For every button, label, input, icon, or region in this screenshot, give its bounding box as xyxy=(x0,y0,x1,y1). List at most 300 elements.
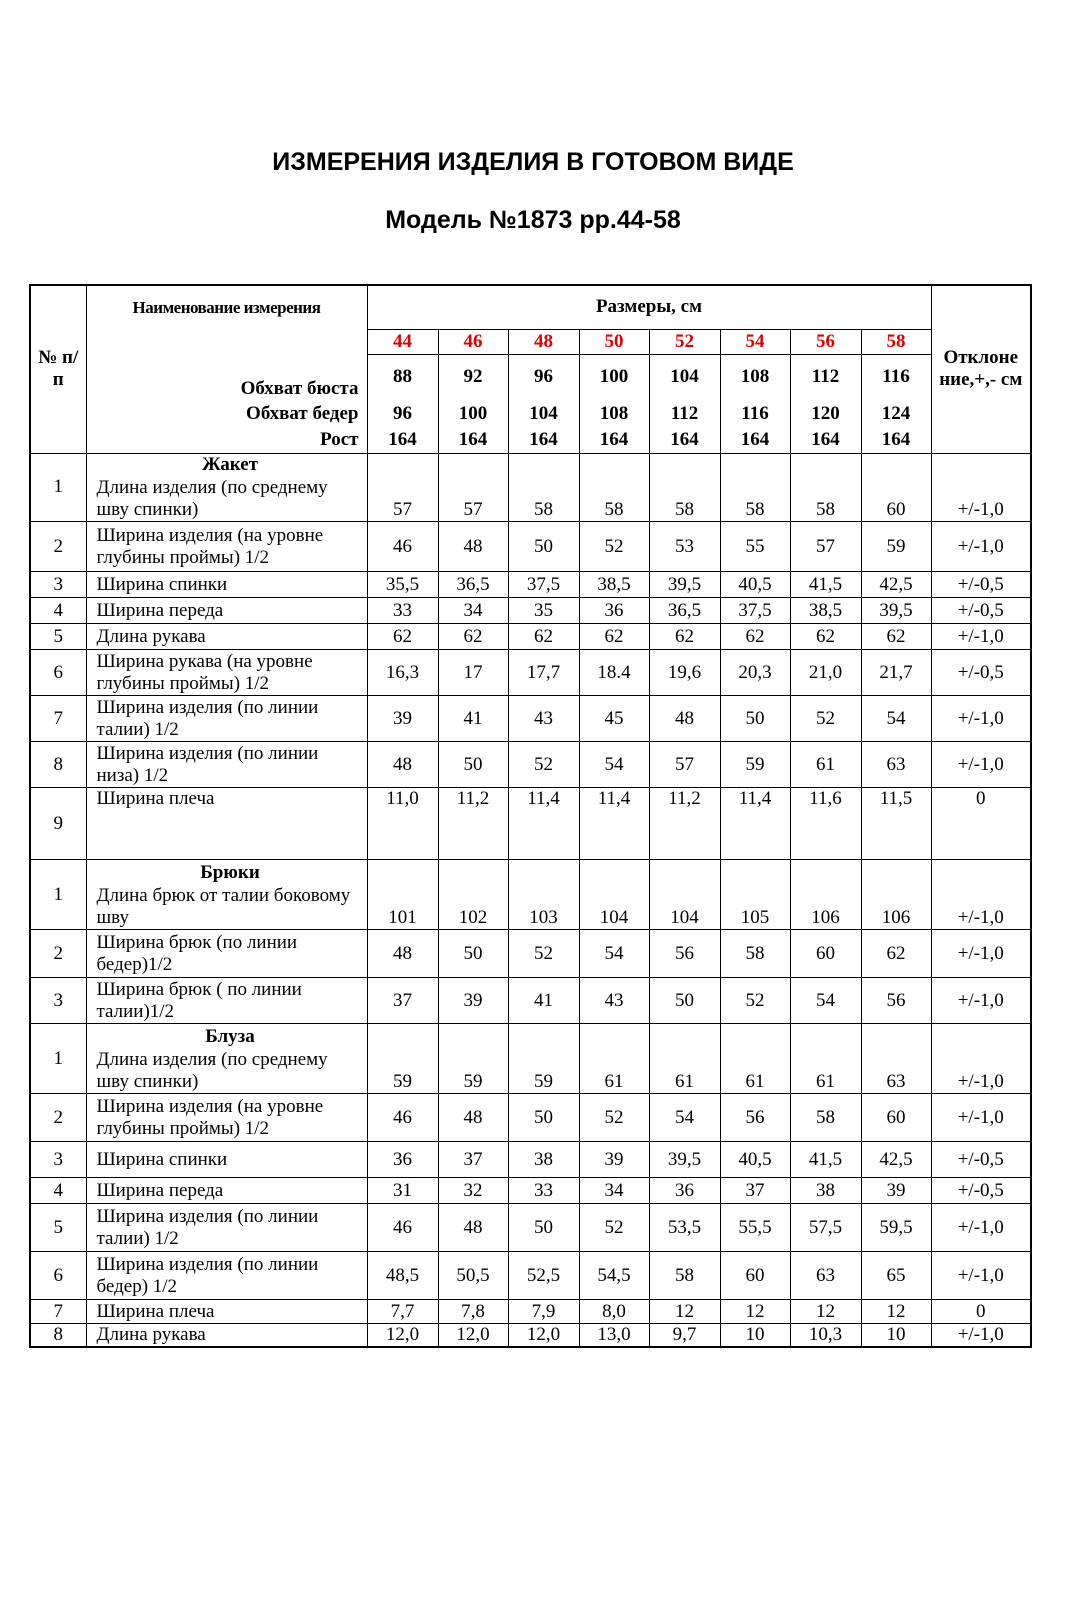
size-cell: 40,5 xyxy=(720,572,790,598)
height-value: 164 xyxy=(438,427,508,453)
deviation-cell: +/-1,0 xyxy=(931,860,1031,930)
size-cell: 61 xyxy=(790,1024,861,1094)
size-cell: 12,0 xyxy=(508,1324,579,1347)
measurement-label: Ширина спинки xyxy=(96,1148,228,1170)
measurement-label: Ширина изделия (на уровне глубины проймы) 1/2 xyxy=(96,524,324,568)
size-cell: 33 xyxy=(367,598,438,624)
bust-label: Обхват бюста xyxy=(86,354,367,400)
table-row xyxy=(30,453,1031,522)
document-subtitle: Модель №1873 рр.44-58 xyxy=(385,206,681,234)
size-cell: 48 xyxy=(438,1094,508,1142)
table-row xyxy=(30,572,1031,598)
size-cell: 11,0 xyxy=(367,788,438,860)
size-cell: 46 xyxy=(367,522,438,572)
measurement-label: Ширина изделия (на уровне глубины проймы) 1/2 xyxy=(96,1095,324,1139)
size-cell: 41 xyxy=(508,978,579,1024)
bust-row xyxy=(30,354,1031,400)
size-cell: 52 xyxy=(790,696,861,742)
measurement-name xyxy=(86,624,367,650)
size-cell: 57 xyxy=(790,522,861,572)
size-cell: 36 xyxy=(649,1178,720,1204)
measurements-table xyxy=(29,284,1032,1348)
size-cell: 7,9 xyxy=(508,1300,579,1324)
size-cell: 50 xyxy=(508,522,579,572)
deviation-cell: +/-1,0 xyxy=(931,1024,1031,1094)
size-cell: 60 xyxy=(790,930,861,978)
size-cell: 57,5 xyxy=(790,1204,861,1252)
table-row xyxy=(30,598,1031,624)
size-cell: 54,5 xyxy=(579,1252,649,1300)
size-cell: 42,5 xyxy=(861,572,931,598)
size-cell: 52 xyxy=(579,1204,649,1252)
size-cell: 58 xyxy=(720,453,790,522)
size-value: 48 xyxy=(508,329,579,354)
height-row xyxy=(30,427,1031,453)
measurement-name xyxy=(86,1324,367,1347)
size-cell: 11,2 xyxy=(438,788,508,860)
size-cell: 43 xyxy=(508,696,579,742)
size-cell: 56 xyxy=(720,1094,790,1142)
deviation-cell: +/-0,5 xyxy=(931,598,1031,624)
measurement-label: Ширина брюк (по линии бедер)1/2 xyxy=(96,931,298,975)
row-number: 3 xyxy=(30,1142,86,1178)
hips-row xyxy=(30,400,1031,427)
measurement-label: Ширина изделия (по линии талии) 1/2 xyxy=(96,696,319,740)
size-cell: 60 xyxy=(861,453,931,522)
size-cell: 11,5 xyxy=(861,788,931,860)
size-cell: 12 xyxy=(790,1300,861,1324)
measurement-label: Ширина переда xyxy=(96,1179,224,1201)
size-cell: 54 xyxy=(790,978,861,1024)
size-cell: 39 xyxy=(438,978,508,1024)
size-cell: 38 xyxy=(508,1142,579,1178)
table-row xyxy=(30,1024,1031,1094)
size-cell: 53,5 xyxy=(649,1204,720,1252)
measurement-name xyxy=(86,1204,367,1252)
row-number: 7 xyxy=(30,696,86,742)
size-cell: 37 xyxy=(720,1178,790,1204)
measurement-name xyxy=(86,650,367,696)
size-cell: 10 xyxy=(720,1324,790,1347)
size-cell: 11,6 xyxy=(790,788,861,860)
measurement-name xyxy=(86,1252,367,1300)
deviation-cell: +/-1,0 xyxy=(931,522,1031,572)
size-cell: 59 xyxy=(367,1024,438,1094)
deviation-cell: +/-1,0 xyxy=(931,453,1031,522)
size-cell: 48 xyxy=(367,742,438,788)
size-cell: 62 xyxy=(649,624,720,650)
size-cell: 11,4 xyxy=(508,788,579,860)
height-value: 164 xyxy=(579,427,649,453)
size-cell: 8,0 xyxy=(579,1300,649,1324)
size-cell: 104 xyxy=(579,860,649,930)
size-cell: 50 xyxy=(508,1204,579,1252)
measurement-label: Ширина изделия (по линии низа) 1/2 xyxy=(96,742,319,786)
measurement-name xyxy=(86,1142,367,1178)
size-cell: 12,0 xyxy=(438,1324,508,1347)
measurement-name xyxy=(86,930,367,978)
size-cell: 21,7 xyxy=(861,650,931,696)
measurement-name xyxy=(86,572,367,598)
size-cell: 12,0 xyxy=(367,1324,438,1347)
row-number: 9 xyxy=(30,788,86,860)
size-cell: 62 xyxy=(720,624,790,650)
size-cell: 17 xyxy=(438,650,508,696)
hips-value: 120 xyxy=(790,400,861,427)
deviation-cell: 0 xyxy=(931,788,1031,860)
size-cell: 50 xyxy=(438,930,508,978)
document-title: ИЗМЕРЕНИЯ ИЗДЕЛИЯ В ГОТОВОМ ВИДЕ xyxy=(272,148,794,176)
size-cell: 103 xyxy=(508,860,579,930)
size-cell: 61 xyxy=(720,1024,790,1094)
size-cell: 48 xyxy=(367,930,438,978)
size-cell: 21,0 xyxy=(790,650,861,696)
size-cell: 7,8 xyxy=(438,1300,508,1324)
size-cell: 37 xyxy=(438,1142,508,1178)
measurement-label: Длина изделия (по среднему шву спинки) xyxy=(96,477,328,521)
size-cell: 52 xyxy=(579,1094,649,1142)
table-row xyxy=(30,742,1031,788)
measurement-label: Ширина изделия (по линии талии) 1/2 xyxy=(96,1205,319,1249)
size-cell: 54 xyxy=(579,930,649,978)
size-cell: 40,5 xyxy=(720,1142,790,1178)
size-cell: 57 xyxy=(438,453,508,522)
size-cell: 60 xyxy=(720,1252,790,1300)
size-cell: 62 xyxy=(579,624,649,650)
row-number: 3 xyxy=(30,572,86,598)
bust-value: 108 xyxy=(720,354,790,400)
hips-value: 100 xyxy=(438,400,508,427)
size-cell: 65 xyxy=(861,1252,931,1300)
size-cell: 9,7 xyxy=(649,1324,720,1347)
measurement-name xyxy=(86,742,367,788)
size-cell: 39 xyxy=(579,1142,649,1178)
size-cell: 42,5 xyxy=(861,1142,931,1178)
header-sizes-title: Размеры, см xyxy=(367,285,931,329)
deviation-cell: +/-0,5 xyxy=(931,1178,1031,1204)
hips-label: Обхват бедер xyxy=(86,400,367,427)
size-cell: 105 xyxy=(720,860,790,930)
size-cell: 34 xyxy=(438,598,508,624)
deviation-cell: 0 xyxy=(931,1300,1031,1324)
section-title: Блуза xyxy=(205,1025,255,1047)
size-cell: 32 xyxy=(438,1178,508,1204)
size-cell: 57 xyxy=(649,742,720,788)
size-cell: 52 xyxy=(720,978,790,1024)
measurement-name xyxy=(86,860,367,930)
size-cell: 45 xyxy=(579,696,649,742)
size-cell: 56 xyxy=(649,930,720,978)
size-cell: 58 xyxy=(649,453,720,522)
row-number: 3 xyxy=(30,978,86,1024)
size-cell: 7,7 xyxy=(367,1300,438,1324)
row-number: 1 xyxy=(30,453,86,522)
size-cell: 106 xyxy=(790,860,861,930)
measurement-label: Ширина плеча xyxy=(96,1300,215,1322)
measurement-label: Длина рукава xyxy=(96,625,206,647)
size-cell: 52 xyxy=(508,742,579,788)
size-cell: 48,5 xyxy=(367,1252,438,1300)
table-row xyxy=(30,978,1031,1024)
row-number: 5 xyxy=(30,1204,86,1252)
size-value: 52 xyxy=(649,329,720,354)
size-cell: 11,4 xyxy=(720,788,790,860)
measurement-label: Длина изделия (по среднему шву спинки) xyxy=(96,1049,328,1093)
table-row xyxy=(30,696,1031,742)
table-body xyxy=(30,453,1031,1347)
size-cell: 17,7 xyxy=(508,650,579,696)
size-cell: 54 xyxy=(579,742,649,788)
size-cell: 36 xyxy=(367,1142,438,1178)
table-row xyxy=(30,1142,1031,1178)
height-value: 164 xyxy=(508,427,579,453)
size-cell: 59 xyxy=(720,742,790,788)
size-cell: 58 xyxy=(579,453,649,522)
deviation-cell: +/-1,0 xyxy=(931,696,1031,742)
measurement-name xyxy=(86,598,367,624)
size-cell: 11,4 xyxy=(579,788,649,860)
size-cell: 10,3 xyxy=(790,1324,861,1347)
row-number: 8 xyxy=(30,1324,86,1347)
size-cell: 12 xyxy=(649,1300,720,1324)
size-cell: 62 xyxy=(861,624,931,650)
size-cell: 38 xyxy=(790,1178,861,1204)
size-cell: 63 xyxy=(861,742,931,788)
size-value: 54 xyxy=(720,329,790,354)
size-cell: 48 xyxy=(649,696,720,742)
size-cell: 12 xyxy=(861,1300,931,1324)
size-cell: 11,2 xyxy=(649,788,720,860)
table-row xyxy=(30,1300,1031,1324)
hips-value: 108 xyxy=(579,400,649,427)
deviation-cell: +/-1,0 xyxy=(931,930,1031,978)
size-cell: 59,5 xyxy=(861,1204,931,1252)
bust-value: 100 xyxy=(579,354,649,400)
deviation-cell: +/-0,5 xyxy=(931,572,1031,598)
size-cell: 63 xyxy=(861,1024,931,1094)
table-row xyxy=(30,1252,1031,1300)
deviation-cell: +/-1,0 xyxy=(931,1204,1031,1252)
measurement-name xyxy=(86,1094,367,1142)
size-cell: 58 xyxy=(649,1252,720,1300)
deviation-cell: +/-1,0 xyxy=(931,742,1031,788)
size-cell: 48 xyxy=(438,522,508,572)
deviation-cell: +/-1,0 xyxy=(931,1094,1031,1142)
table-row xyxy=(30,522,1031,572)
row-number: 2 xyxy=(30,1094,86,1142)
size-cell: 101 xyxy=(367,860,438,930)
size-cell: 41 xyxy=(438,696,508,742)
size-cell: 52 xyxy=(508,930,579,978)
measurement-label: Ширина переда xyxy=(96,599,224,621)
size-cell: 106 xyxy=(861,860,931,930)
table-row xyxy=(30,1094,1031,1142)
row-number: 1 xyxy=(30,1024,86,1094)
size-cell: 59 xyxy=(861,522,931,572)
bust-value: 96 xyxy=(508,354,579,400)
size-cell: 52 xyxy=(579,522,649,572)
size-cell: 16,3 xyxy=(367,650,438,696)
bust-value: 116 xyxy=(861,354,931,400)
measurement-name xyxy=(86,522,367,572)
size-cell: 36,5 xyxy=(438,572,508,598)
size-value: 58 xyxy=(861,329,931,354)
size-cell: 48 xyxy=(438,1204,508,1252)
size-cell: 52,5 xyxy=(508,1252,579,1300)
measurement-label: Ширина брюк ( по линии талии)1/2 xyxy=(96,978,302,1022)
size-cell: 39,5 xyxy=(861,598,931,624)
size-cell: 37,5 xyxy=(508,572,579,598)
hips-value: 116 xyxy=(720,400,790,427)
table-row xyxy=(30,788,1031,860)
measurement-label: Ширина рукава (на уровне глубины проймы) 1/2 xyxy=(96,650,313,694)
size-cell: 19,6 xyxy=(649,650,720,696)
measurement-label: Ширина спинки xyxy=(96,573,228,595)
row-number: 7 xyxy=(30,1300,86,1324)
measurement-name xyxy=(86,1178,367,1204)
deviation-cell: +/-1,0 xyxy=(931,978,1031,1024)
header-name: Наименование измерения xyxy=(86,285,367,329)
table-row xyxy=(30,650,1031,696)
size-cell: 57 xyxy=(367,453,438,522)
size-cell: 61 xyxy=(649,1024,720,1094)
size-cell: 62 xyxy=(508,624,579,650)
size-cell: 58 xyxy=(790,1094,861,1142)
size-cell: 58 xyxy=(790,453,861,522)
size-cell: 33 xyxy=(508,1178,579,1204)
measurement-name xyxy=(86,696,367,742)
size-cell: 34 xyxy=(579,1178,649,1204)
size-cell: 37,5 xyxy=(720,598,790,624)
measurement-name xyxy=(86,453,367,522)
size-cell: 18.4 xyxy=(579,650,649,696)
size-cell: 54 xyxy=(861,696,931,742)
height-label: Рост xyxy=(86,427,367,453)
table-header xyxy=(30,285,1031,453)
height-value: 164 xyxy=(720,427,790,453)
measurement-label: Длина рукава xyxy=(96,1324,206,1346)
size-cell: 10 xyxy=(861,1324,931,1347)
size-cell: 20,3 xyxy=(720,650,790,696)
size-cell: 36 xyxy=(579,598,649,624)
measurement-name xyxy=(86,1024,367,1094)
measurement-name xyxy=(86,1300,367,1324)
size-cell: 59 xyxy=(438,1024,508,1094)
row-number: 1 xyxy=(30,860,86,930)
size-cell: 31 xyxy=(367,1178,438,1204)
size-cell: 50 xyxy=(438,742,508,788)
table-row xyxy=(30,1324,1031,1347)
size-cell: 39,5 xyxy=(649,572,720,598)
table-row xyxy=(30,860,1031,930)
bust-value: 88 xyxy=(367,354,438,400)
size-cell: 43 xyxy=(579,978,649,1024)
size-cell: 39,5 xyxy=(649,1142,720,1178)
height-value: 164 xyxy=(790,427,861,453)
size-cell: 41,5 xyxy=(790,572,861,598)
bust-value: 112 xyxy=(790,354,861,400)
bust-value: 92 xyxy=(438,354,508,400)
size-cell: 62 xyxy=(367,624,438,650)
size-cell: 38,5 xyxy=(790,598,861,624)
measurement-label: Ширина изделия (по линии бедер) 1/2 xyxy=(96,1253,319,1297)
row-number: 4 xyxy=(30,598,86,624)
row-number: 4 xyxy=(30,1178,86,1204)
table-row xyxy=(30,1204,1031,1252)
size-cell: 50 xyxy=(720,696,790,742)
hips-value: 96 xyxy=(367,400,438,427)
size-value: 50 xyxy=(579,329,649,354)
row-number: 6 xyxy=(30,1252,86,1300)
table-row xyxy=(30,624,1031,650)
size-cell: 50 xyxy=(649,978,720,1024)
row-number: 2 xyxy=(30,930,86,978)
size-cell: 50,5 xyxy=(438,1252,508,1300)
size-cell: 53 xyxy=(649,522,720,572)
size-cell: 61 xyxy=(579,1024,649,1094)
size-cell: 46 xyxy=(367,1094,438,1142)
size-cell: 58 xyxy=(508,453,579,522)
size-row xyxy=(30,329,1031,354)
size-cell: 62 xyxy=(861,930,931,978)
deviation-cell: +/-1,0 xyxy=(931,1324,1031,1347)
size-cell: 54 xyxy=(649,1094,720,1142)
size-cell: 55 xyxy=(720,522,790,572)
size-cell: 41,5 xyxy=(790,1142,861,1178)
deviation-cell: +/-0,5 xyxy=(931,650,1031,696)
size-cell: 50 xyxy=(508,1094,579,1142)
row-number: 2 xyxy=(30,522,86,572)
size-cell: 39 xyxy=(861,1178,931,1204)
size-cell: 36,5 xyxy=(649,598,720,624)
height-value: 164 xyxy=(861,427,931,453)
size-value: 46 xyxy=(438,329,508,354)
row-number: 6 xyxy=(30,650,86,696)
size-cell: 39 xyxy=(367,696,438,742)
size-cell: 46 xyxy=(367,1204,438,1252)
size-cell: 38,5 xyxy=(579,572,649,598)
size-cell: 59 xyxy=(508,1024,579,1094)
table-row xyxy=(30,1178,1031,1204)
size-cell: 62 xyxy=(438,624,508,650)
size-cell: 35 xyxy=(508,598,579,624)
size-cell: 63 xyxy=(790,1252,861,1300)
table-row xyxy=(30,930,1031,978)
size-cell: 62 xyxy=(790,624,861,650)
size-cell: 61 xyxy=(790,742,861,788)
size-cell: 35,5 xyxy=(367,572,438,598)
measurement-label: Ширина плеча xyxy=(96,788,215,810)
measurement-name xyxy=(86,978,367,1024)
header-num: № п/п xyxy=(30,285,86,453)
size-value: 56 xyxy=(790,329,861,354)
row-number: 8 xyxy=(30,742,86,788)
section-title: Жакет xyxy=(201,453,259,475)
section-title: Брюки xyxy=(200,861,260,883)
deviation-cell: +/-1,0 xyxy=(931,624,1031,650)
bust-value: 104 xyxy=(649,354,720,400)
size-cell: 12 xyxy=(720,1300,790,1324)
height-value: 164 xyxy=(649,427,720,453)
size-cell: 13,0 xyxy=(579,1324,649,1347)
hips-value: 104 xyxy=(508,400,579,427)
size-value: 44 xyxy=(367,329,438,354)
header-deviation: Отклоне ние,+,- см xyxy=(931,285,1031,453)
deviation-cell: +/-0,5 xyxy=(931,1142,1031,1178)
size-cell: 104 xyxy=(649,860,720,930)
height-value: 164 xyxy=(367,427,438,453)
hips-value: 112 xyxy=(649,400,720,427)
